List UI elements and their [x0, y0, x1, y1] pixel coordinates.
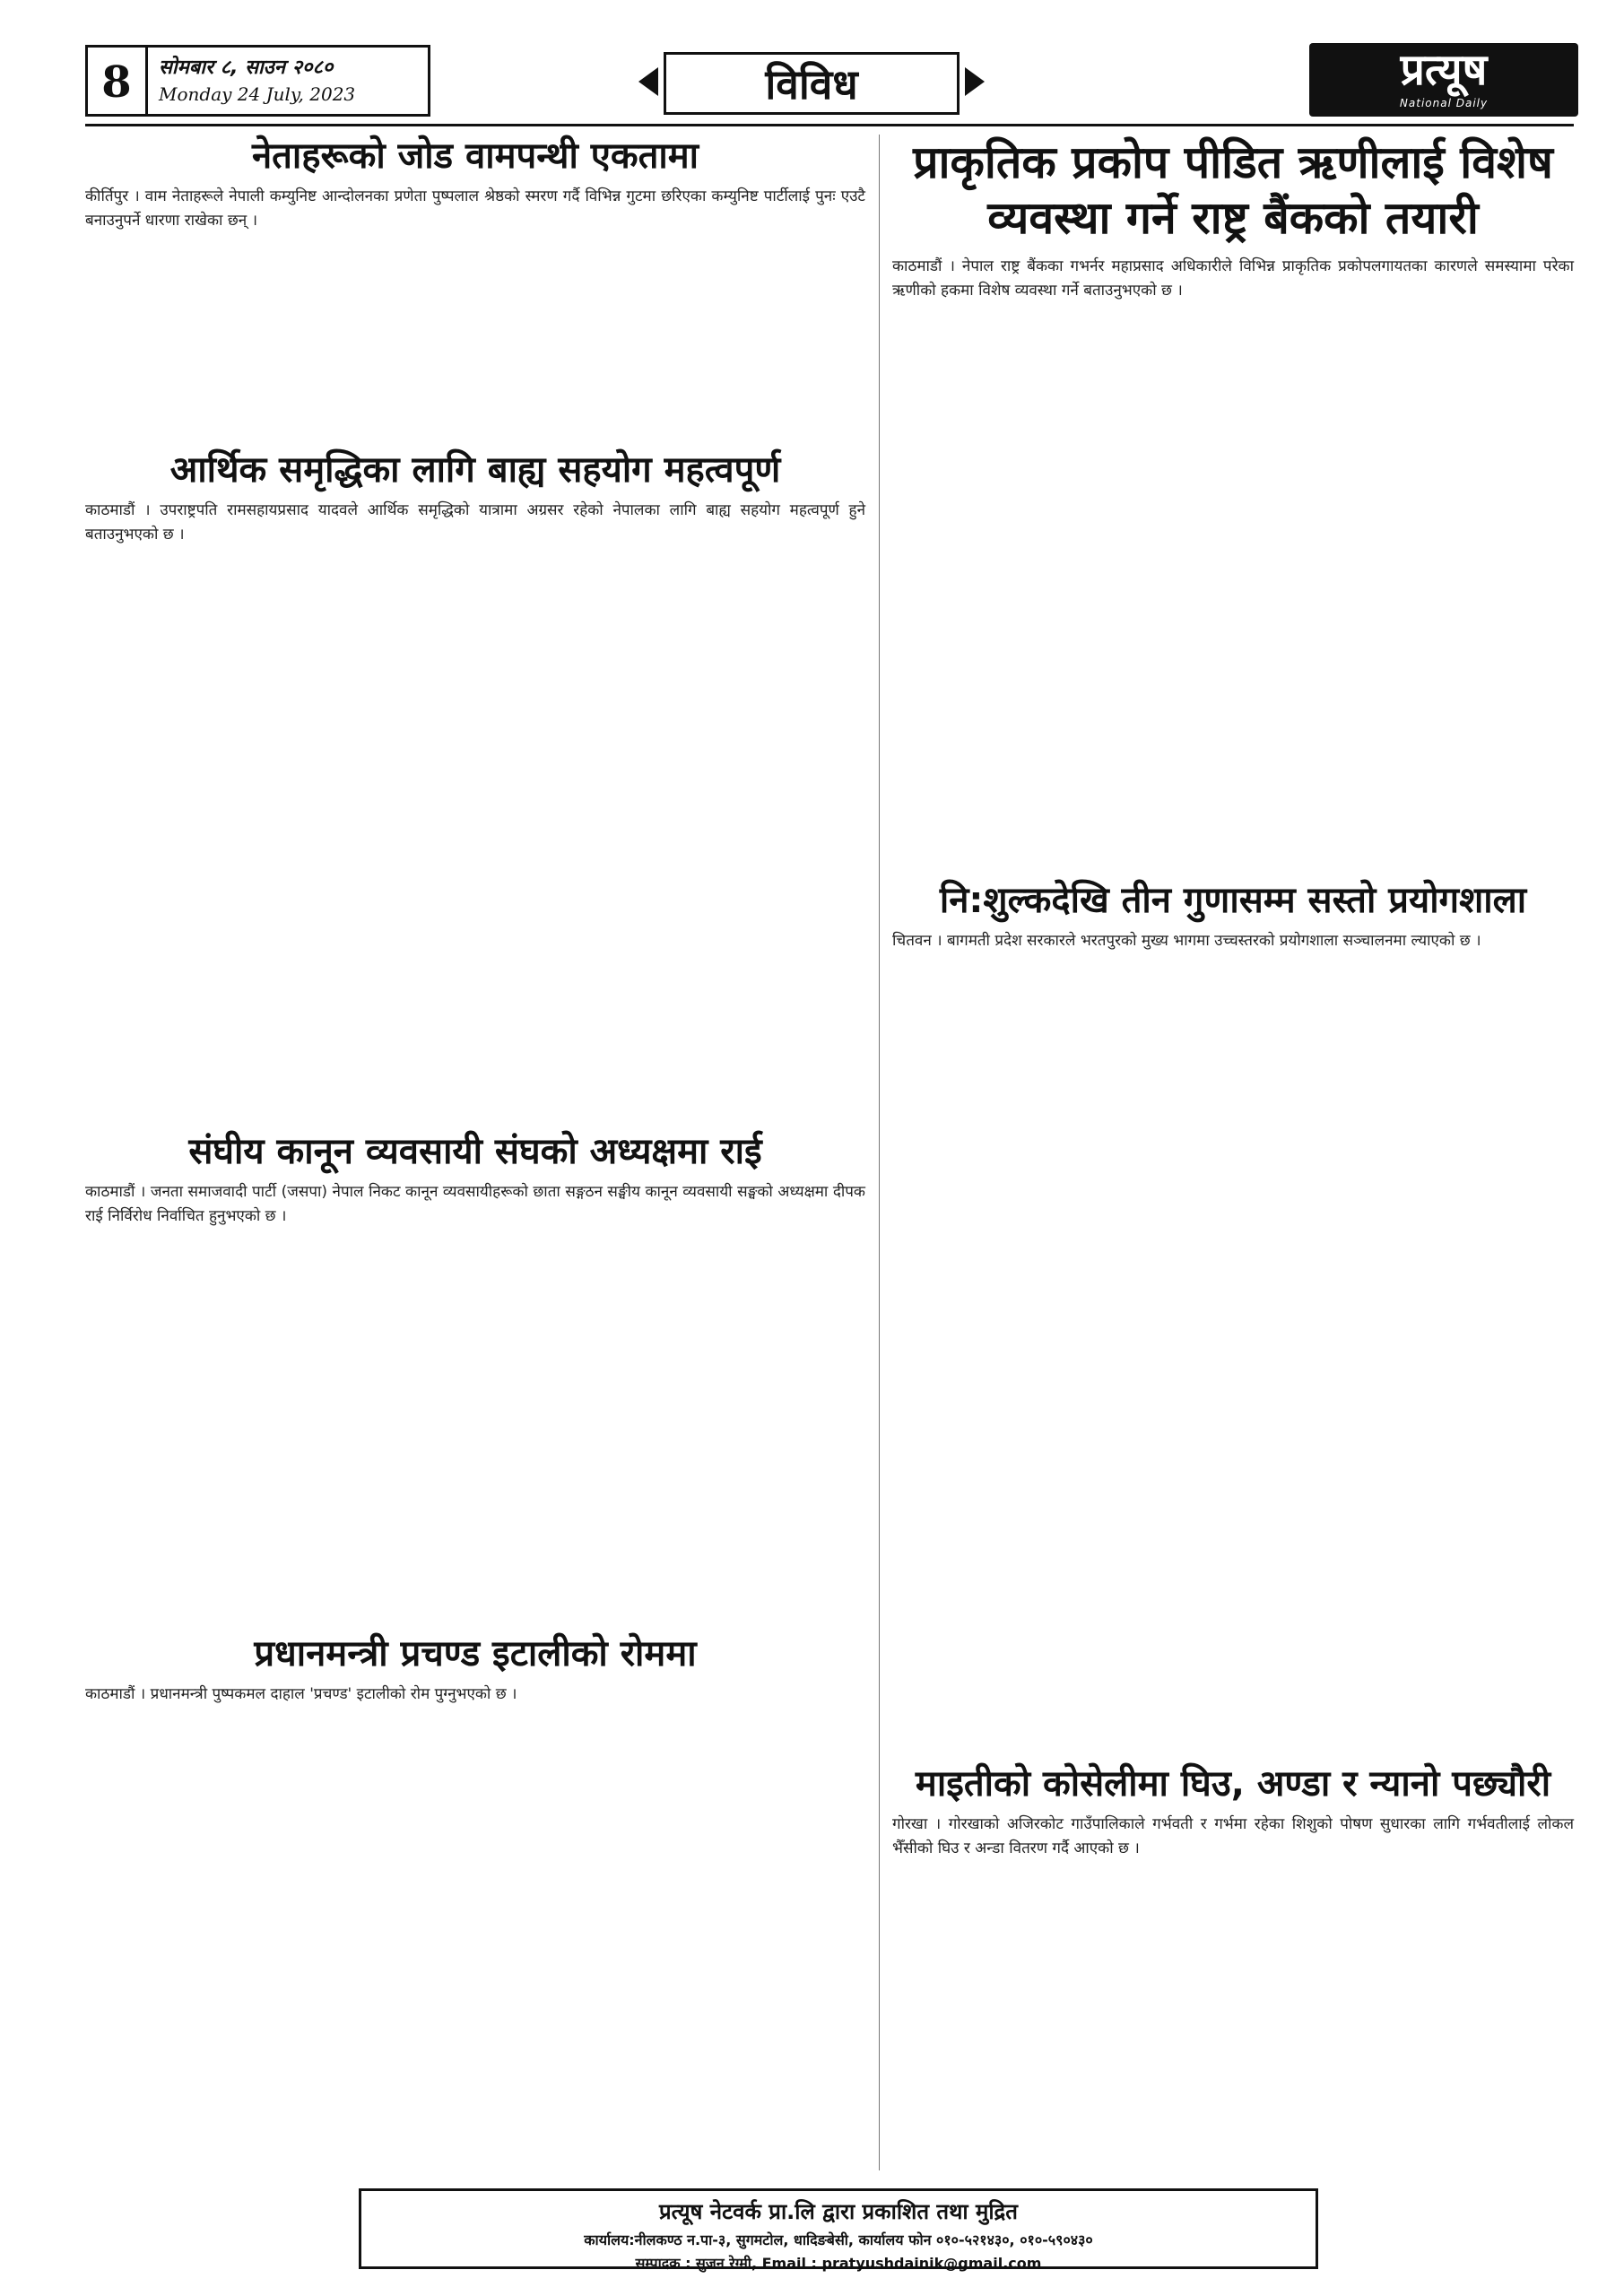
editor-label: सम्पादक : सुजन रेग्मी,: [635, 2255, 758, 2272]
article-body: गोरखा । गोरखाको अजिरकोट गाउँपालिकाले गर्भवती र गर्भमा रहेका शिशुको पोषण सुधारका लागि गर्भवतीलाई लोकल भैँसीको घिउ र अन्डा वितरण गर्दै आएको छ ।: [892, 1815, 1574, 1857]
article-headline: आर्थिक समृद्धिका लागि बाह्य सहयोग महत्वपूर्ण: [169, 449, 781, 491]
newspaper-logo: [1309, 43, 1578, 117]
column-divider: [879, 135, 880, 2170]
publisher-footer: [359, 2188, 1318, 2272]
article-3: [85, 1130, 865, 1229]
date-nepali: सोमबार ८, साउन २०८०: [159, 57, 334, 79]
arrow-right-icon: [965, 67, 985, 96]
date-english: Monday 24 July, 2023: [159, 83, 356, 105]
article-body: कीर्तिपुर । वाम नेताहरूले नेपाली कम्युनिष्ट आन्दोलनका प्रणेता पुष्पलाल श्रेष्ठको स्मरण गर्दै विभिन्न गुटमा छरिएका कम्युनिष्ट पार्टीलाई पुनः एउटै बनाउनुपर्ने धारणा राखेका छन् ।: [85, 187, 865, 230]
section-title: विविध: [664, 52, 960, 115]
article-headline: नि:शुल्कदेखि तीन गुणासम्म सस्तो प्रयोगशाला: [939, 880, 1527, 921]
article-4: [85, 1632, 865, 1707]
article-headline: प्रधानमन्त्री प्रचण्ड इटालीको रोममा: [254, 1633, 697, 1674]
article-5: [892, 135, 1574, 303]
article-body: चितवन । बागमती प्रदेश सरकारले भरतपुरको मुख्य भागमा उच्चस्तरको प्रयोगशाला सञ्चालनमा ल्याएको छ ।: [892, 932, 1481, 950]
masthead-rule: [85, 124, 1574, 126]
email-label: Email :: [761, 2255, 817, 2272]
logo-subtitle: National Daily: [1399, 97, 1489, 109]
article-1: [85, 135, 865, 233]
article-headline: प्राकृतिक प्रकोप पीडित ऋणीलाई विशेष व्यवस्था गर्ने राष्ट्र बैंकको तयारी: [913, 136, 1553, 244]
article-2: [85, 448, 865, 547]
article-body: काठमाडौं । उपराष्ट्रपति रामसहायप्रसाद यादवले आर्थिक समृद्धिको यात्रामा अग्रसर रहेको नेपालका लागि बाह्य सहयोग महत्वपूर्ण हुने बताउनुभएको छ ।: [85, 501, 865, 544]
article-headline: माइतीको कोसेलीमा घिउ, अण्डा र न्यानो पछ्यौरी: [915, 1763, 1551, 1805]
article-body: काठमाडौं । प्रधानमन्त्री पुष्पकमल दाहाल 'प्रचण्ड' इटालीको रोम पुग्नुभएको छ ।: [85, 1685, 517, 1703]
article-6: [892, 879, 1574, 953]
logo-name: प्रत्यूष: [1400, 45, 1488, 95]
page-number: 8: [85, 45, 148, 117]
article-body: काठमाडौं । नेपाल राष्ट्र बैंकका गभर्नर महाप्रसाद अधिकारीले विभिन्न प्राकृतिक प्रकोपलगायतका कारणले समस्यामा परेका ऋणीको हकमा विशेष व्यवस्था गर्ने बताउनुभएको छ ।: [892, 257, 1574, 300]
office-address: कार्यालय:नीलकण्ठ न.पा-३, सुगमटोल, धादिङबेसी, कार्यालय फोन ०१०-५२१४३०, ०१०-५९०४३०: [584, 2231, 1093, 2248]
date-box: [148, 45, 430, 117]
article-headline: संघीय कानून व्यवसायी संघको अध्यक्षमा राई: [188, 1131, 762, 1172]
editor-contact: [361, 2253, 1316, 2273]
arrow-left-icon: [638, 67, 658, 96]
article-body: काठमाडौं । जनता समाजवादी पार्टी (जसपा) नेपाल निकट कानून व्यवसायीहरूको छाता सङ्गठन सङ्घीय कानून व्यवसायी सङ्घको अध्यक्षमा दीपक राई निर्विरोध निर्वाचित हुनुभएको छ ।: [85, 1183, 865, 1225]
publisher-line: प्रत्यूष नेटवर्क प्रा.लि द्वारा प्रकाशित तथा मुद्रित: [658, 2199, 1018, 2224]
email-address[interactable]: pratyushdainik@gmail.com: [821, 2255, 1042, 2272]
article-headline: नेताहरूको जोड वामपन्थी एकतामा: [251, 135, 699, 177]
article-7: [892, 1762, 1574, 1861]
